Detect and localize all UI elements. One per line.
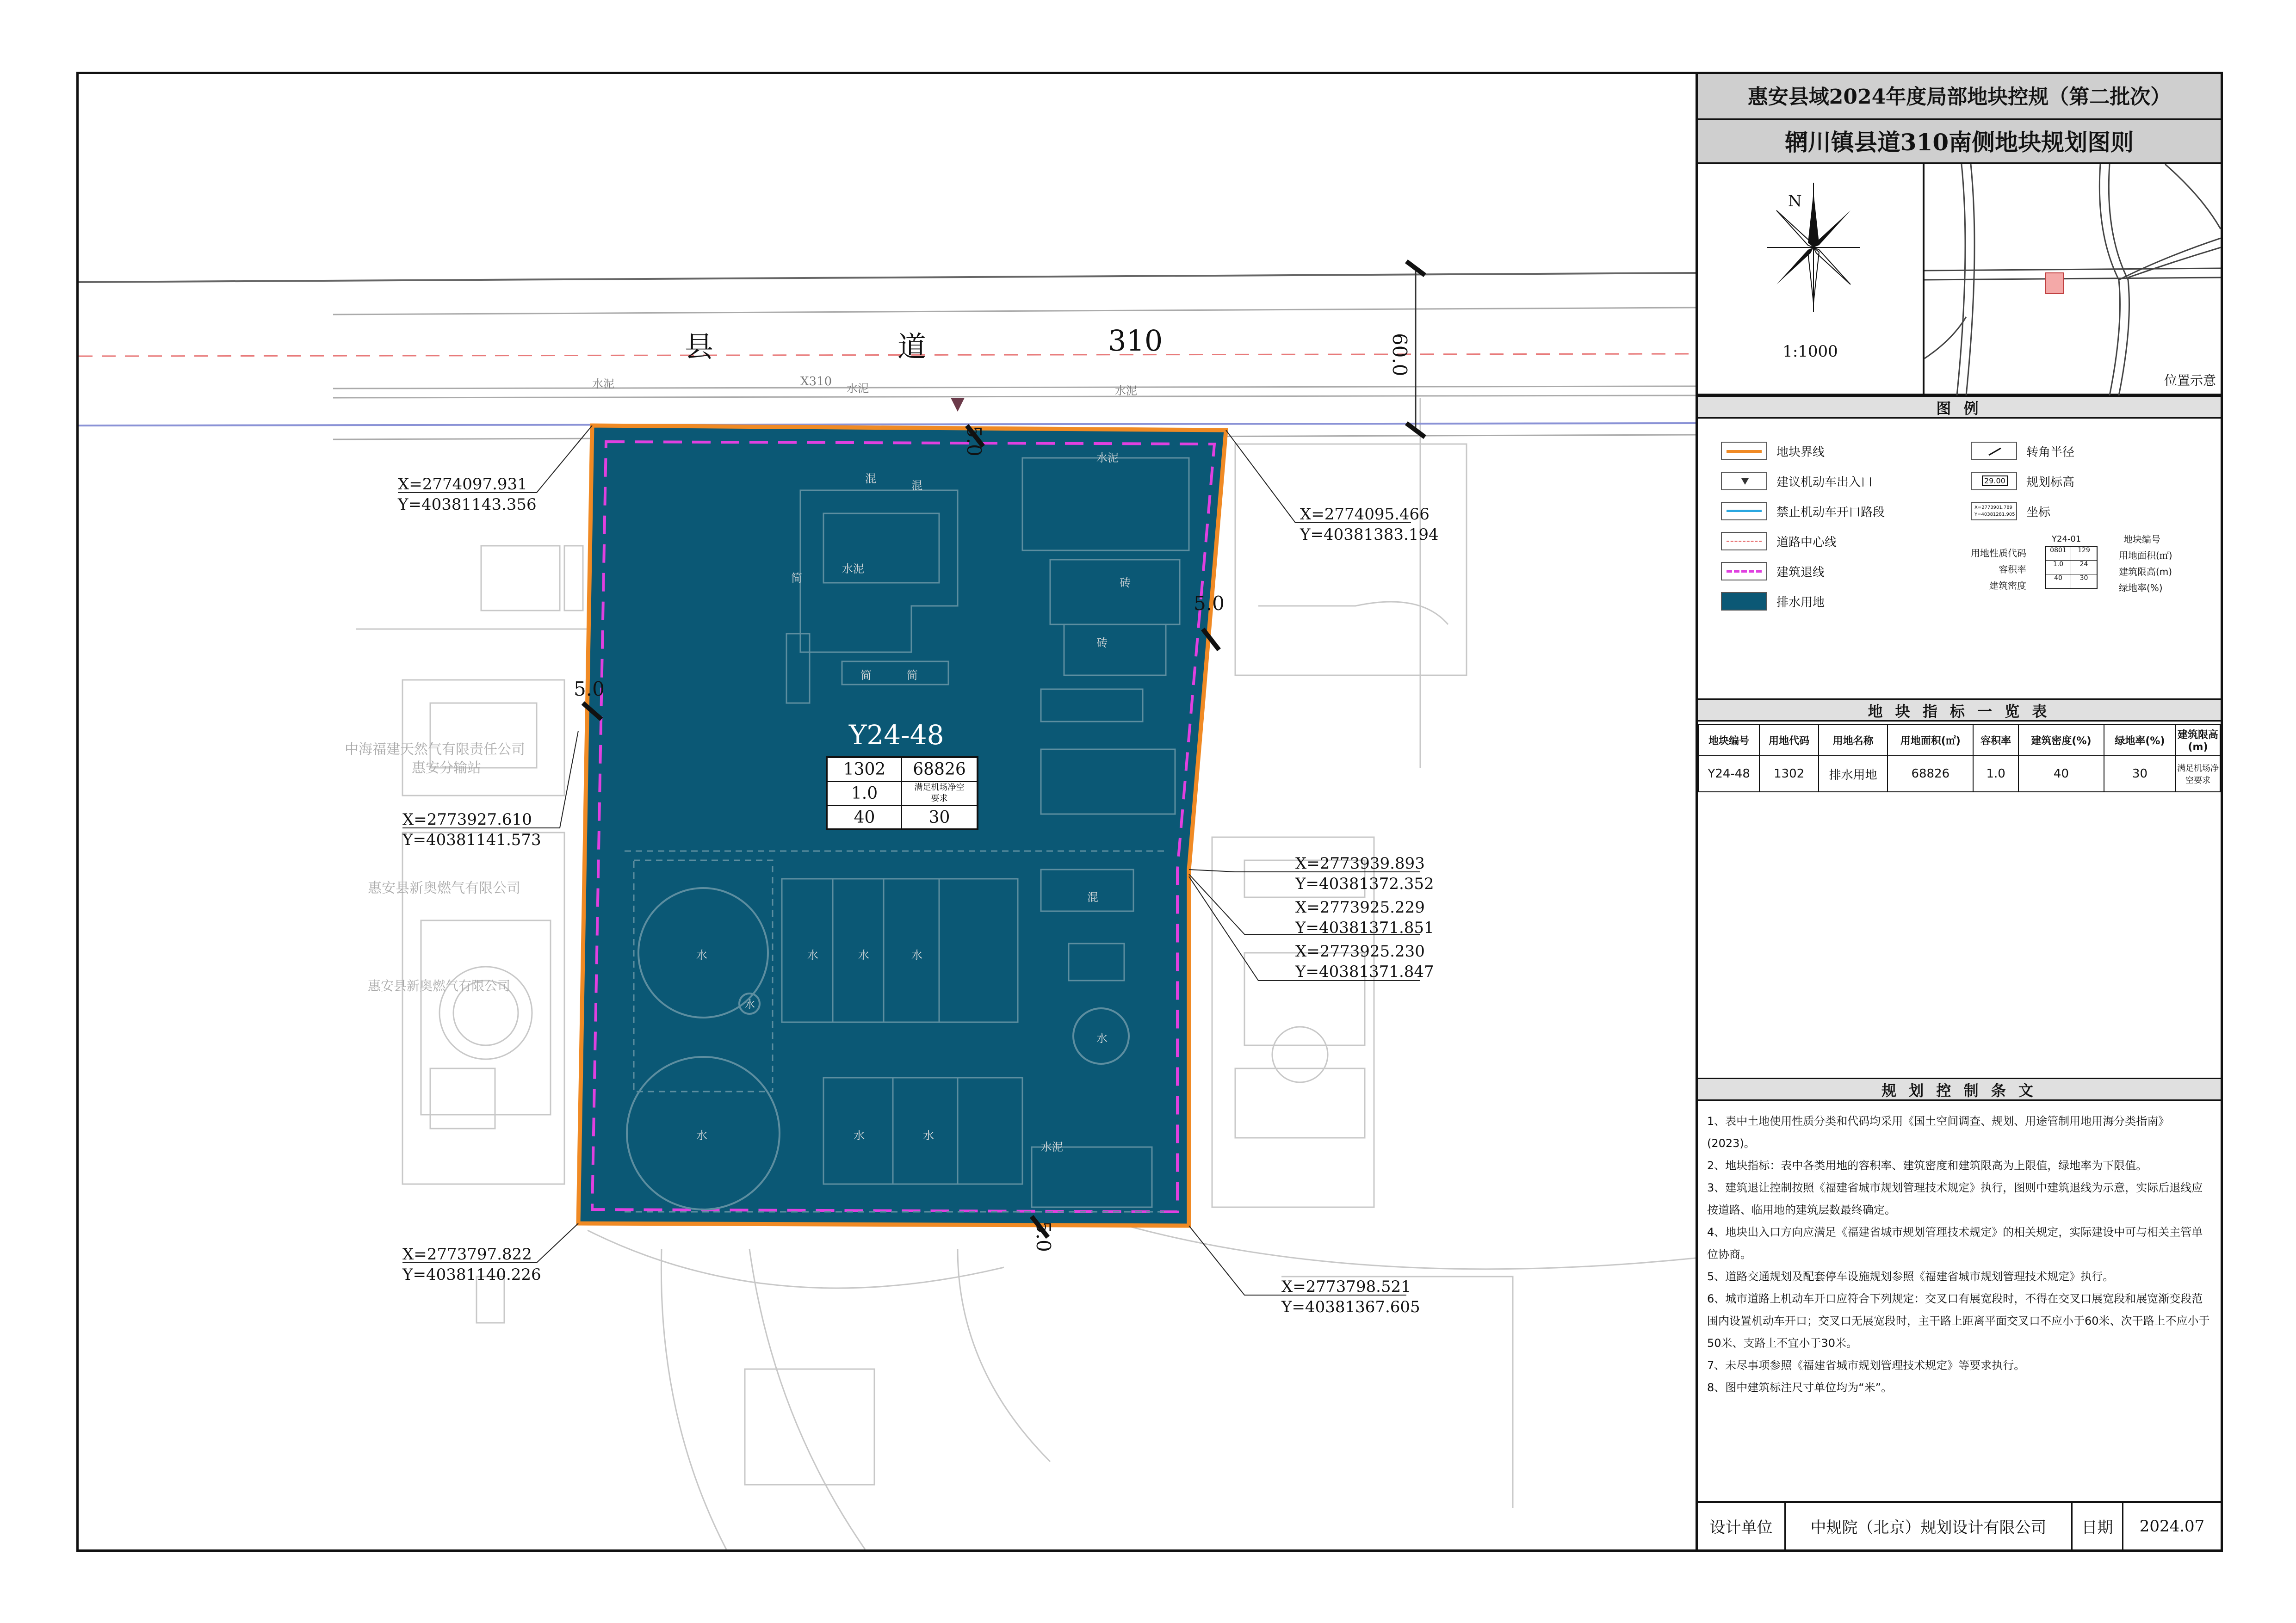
parcel-green: 30 <box>928 808 950 827</box>
parcel-density: 40 <box>828 806 902 829</box>
coord-7 <box>402 1244 541 1285</box>
road-surface-label-3: 水泥 <box>1115 384 1137 397</box>
coord-sample-x: X=2773901.789 <box>1974 505 2013 510</box>
location-map-canvas <box>1925 164 2221 395</box>
table-header: 用地代码 <box>1759 724 1819 756</box>
setback-label-south: 5.0 <box>1032 1221 1055 1252</box>
key-left-label-3: 建筑密度 <box>1989 580 2026 591</box>
road-name-char-1: 县 <box>685 330 714 364</box>
coord-8 <box>1281 1277 1420 1317</box>
parcel-height-note: 满足机场净空要求 <box>902 782 977 806</box>
north-arrow-icon <box>1698 164 1925 340</box>
setback-label-east: 5.0 <box>1194 592 1225 615</box>
regulation-item: 6、城市道路上机动车开口应符合下列规定：交叉口有展宽段时，不得在交叉口展宽段和展宽渐变段范围内设置机动车开口；交叉口无展宽段时，主干路上距离平面交叉口不应小于60米、次干路上不应小于50米、支路上不宜小于30米。 <box>1707 1292 2210 1350</box>
coord-5-y: Y=40381371.851 <box>1295 919 1434 937</box>
parcel-index-box <box>826 756 978 830</box>
legend-label: 建议机动车出入口 <box>1776 475 1873 489</box>
legend-title: 图 例 <box>1698 395 2221 419</box>
key-right-label-1: 地块编号 <box>2123 534 2160 545</box>
building-label: 水泥 <box>1041 1141 1063 1154</box>
coord-4-y: Y=40381372.352 <box>1295 875 1434 893</box>
legend-item-landuse <box>1721 592 1825 611</box>
legend-label: 禁止机动车开口路段 <box>1776 505 1885 519</box>
legend-label: 排水用地 <box>1776 595 1825 610</box>
key-right-label-4: 绿地率(%) <box>2119 582 2163 593</box>
bg-label-company: 中海福建天然气有限责任公司 <box>345 741 525 758</box>
coord-1-y: Y=40381143.356 <box>398 495 537 514</box>
water-label: 水 <box>858 949 869 962</box>
regulation-item: 8、图中建筑标注尺寸单位均为“米”。 <box>1707 1381 1893 1394</box>
date-label: 日期 <box>2073 1503 2123 1549</box>
legend-label: 转角半径 <box>2026 445 2075 459</box>
location-map-label: 位置示意 <box>2164 373 2216 388</box>
building-label: 混 <box>911 479 922 492</box>
legend-label: 规划标高 <box>2026 475 2075 489</box>
coord-3-x: X=2773927.610 <box>402 810 532 829</box>
compass-box <box>1698 164 1925 395</box>
table-cell: 68826 <box>1888 756 1973 792</box>
regulation-item: 1、表中土地使用性质分类和代码均采用《国土空间调查、规划、用途管制用地用海分类指南》(2023)。 <box>1707 1115 2170 1150</box>
building-label: 混 <box>1087 891 1098 904</box>
table-cell: 1302 <box>1759 756 1819 792</box>
coord-5 <box>1295 897 1434 938</box>
parcel-id-label: Y24-48 <box>849 719 944 751</box>
legend-parcel-key <box>1971 532 2221 597</box>
key-cell: 40 <box>2046 574 2071 588</box>
coordinate-icon <box>1971 502 2017 520</box>
legend-item-radius <box>1971 442 2074 460</box>
coord-3 <box>402 809 541 850</box>
suggested-entrance-icon <box>951 398 965 412</box>
key-cell: 24 <box>2071 561 2097 574</box>
key-cell: 1.0 <box>2046 561 2071 574</box>
coord-7-x: X=2773797.822 <box>402 1245 532 1264</box>
building-label: 砖 <box>1120 576 1131 589</box>
table-header: 用地名称 <box>1819 724 1888 756</box>
coord-7-y: Y=40381140.226 <box>402 1265 541 1284</box>
building-label: 水泥 <box>1096 451 1119 464</box>
water-label: 水 <box>696 1129 707 1142</box>
table-header: 建筑密度(%) <box>2018 724 2104 756</box>
coord-6 <box>1295 941 1434 982</box>
key-cell: 129 <box>2071 547 2097 561</box>
parcel-code: 1302 <box>828 758 902 782</box>
table-header: 建筑限高(m) <box>2176 724 2220 756</box>
building-label: 简 <box>791 572 802 585</box>
bg-label-gas-2: 惠安县新奥燃气有限公司 <box>368 978 511 994</box>
regulation-item: 4、地块出入口方向应满足《福建省城市规划管理技术规定》的相关规定，实际建设中可与相关主管单位协商。 <box>1707 1226 2203 1261</box>
legend-item-noentry <box>1721 502 1885 520</box>
road-code: X310 <box>800 375 832 389</box>
table-cell: 1.0 <box>1973 756 2018 792</box>
legend <box>1698 419 2221 705</box>
title-block-footer <box>1698 1501 2221 1549</box>
key-right-label-2: 用地面积(㎡) <box>2119 550 2172 561</box>
table-cell: 满足机场净空要求 <box>2176 756 2220 792</box>
coord-6-x: X=2773925.230 <box>1295 942 1425 961</box>
key-id: Y24-01 <box>2052 534 2081 544</box>
map-area[interactable] <box>79 74 1696 1549</box>
legend-label: 坐标 <box>2026 505 2051 519</box>
legend-item-coord <box>1971 502 2050 520</box>
key-left-label-2: 容积率 <box>1999 564 2026 575</box>
legend-item-elevation <box>1971 472 2074 490</box>
water-label: 水 <box>854 1129 865 1142</box>
coord-4 <box>1295 853 1434 894</box>
location-map <box>1925 164 2221 395</box>
building-label: 水泥 <box>842 562 864 575</box>
bg-label-station: 惠安分输站 <box>412 760 481 776</box>
road-center-line <box>79 354 1696 356</box>
entrance-icon <box>1721 472 1767 490</box>
table-header: 绿地率(%) <box>2104 724 2176 756</box>
regulations-title: 规 划 控 制 条 文 <box>1698 1078 2221 1101</box>
table-header: 容积率 <box>1973 724 2018 756</box>
water-label: 水 <box>696 949 707 962</box>
drainage-landuse-icon <box>1721 592 1767 611</box>
coord-1 <box>398 474 537 515</box>
drawing-title: 辋川镇县道310南侧地块规划图则 <box>1698 120 2221 164</box>
index-table-title: 地 块 指 标 一 览 表 <box>1698 698 2221 722</box>
legend-label: 地块界线 <box>1776 445 1825 459</box>
legend-label: 建筑退线 <box>1776 565 1825 580</box>
water-label: 水 <box>911 949 922 962</box>
water-label: 水 <box>807 949 818 962</box>
legend-label: 道路中心线 <box>1776 535 1837 549</box>
setback-label-north: 5.0 <box>963 426 985 457</box>
design-unit-label: 设计单位 <box>1698 1503 1786 1549</box>
location-highlight <box>2046 273 2063 294</box>
road-name-char-3: 310 <box>1108 324 1163 358</box>
table-header: 用地面积(㎡) <box>1888 724 1973 756</box>
building-label: 简 <box>860 669 872 682</box>
no-entry-line-icon <box>1721 502 1767 520</box>
table-cell: 30 <box>2104 756 2176 792</box>
legend-item-entrance <box>1721 472 1873 490</box>
parcel-area: 68826 <box>902 758 977 782</box>
key-cell: 0801 <box>2046 547 2071 561</box>
date-value: 2024.07 <box>2139 1517 2205 1536</box>
key-grid <box>2045 546 2098 589</box>
road-surface-label-2: 水泥 <box>847 382 869 395</box>
corner-radius-icon <box>1971 442 2017 460</box>
boundary-icon <box>1721 442 1767 460</box>
regulation-item: 7、未尽事项参照《福建省城市规划管理技术规定》等要求执行。 <box>1707 1359 2025 1372</box>
coord-1-x: X=2774097.931 <box>398 475 527 494</box>
elevation-sample: 29.00 <box>1982 475 2008 486</box>
building-label: 混 <box>865 472 876 485</box>
bg-label-gas-1: 惠安县新奥燃气有限公司 <box>368 880 520 896</box>
regulations-list <box>1707 1110 2211 1399</box>
regulation-item: 2、地块指标：表中各类用地的容积率、建筑密度和建筑限高为上限值，绿地率为下限值。 <box>1707 1159 2147 1172</box>
building-label: 砖 <box>1096 636 1108 649</box>
coord-6-y: Y=40381371.847 <box>1295 963 1434 981</box>
setback-label-west: 5.0 <box>574 678 605 700</box>
index-table <box>1698 724 2221 792</box>
map-scale: 1:1000 <box>1782 342 1838 361</box>
table-header-row <box>1698 724 2220 756</box>
coord-sample-y: Y=40381281.905 <box>1974 512 2015 517</box>
regulation-item: 5、道路交通规划及配套停车设施规划参照《福建省城市规划管理技术规定》执行。 <box>1707 1270 2114 1283</box>
legend-item-centerline <box>1721 532 1837 550</box>
road-name-char-2: 道 <box>897 330 927 364</box>
coord-4-x: X=2773939.893 <box>1295 854 1425 873</box>
table-cell: Y24-48 <box>1698 756 1759 792</box>
key-right-label-3: 建筑限高(m) <box>2119 566 2172 577</box>
parcel-far: 1.0 <box>828 782 902 806</box>
coord-8-y: Y=40381367.605 <box>1281 1298 1420 1316</box>
elevation-icon <box>1971 472 2017 490</box>
county-road-310 <box>79 261 1696 439</box>
legend-item-setback <box>1721 562 1825 580</box>
coord-5-x: X=2773925.229 <box>1295 898 1425 917</box>
info-panel <box>1696 74 2221 1549</box>
building-label: 简 <box>907 669 918 682</box>
key-left-label-1: 用地性质代码 <box>1971 548 2026 559</box>
coord-2-y: Y=40381383.194 <box>1300 525 1439 544</box>
key-cell: 30 <box>2079 574 2088 582</box>
coord-3-y: Y=40381141.573 <box>402 831 541 849</box>
project-title: 惠安县域2024年度局部地块控规（第二批次） <box>1698 74 2221 120</box>
coord-8-x: X=2773798.521 <box>1281 1277 1411 1296</box>
centerline-icon <box>1721 532 1767 550</box>
water-label: 水 <box>923 1129 934 1142</box>
coord-2-x: X=2774095.466 <box>1300 505 1430 524</box>
road-width-label: 60.0 <box>1388 333 1411 376</box>
table-cell: 40 <box>2018 756 2104 792</box>
north-label: N <box>1788 192 1802 210</box>
design-unit-name: 中规院（北京）规划设计有限公司 <box>1786 1503 2073 1549</box>
legend-item-boundary <box>1721 442 1825 460</box>
water-label: 水 <box>745 999 755 1011</box>
table-cell: 排水用地 <box>1819 756 1888 792</box>
table-row <box>1698 756 2220 792</box>
coord-2 <box>1300 504 1439 545</box>
road-surface-label-1: 水泥 <box>592 377 614 390</box>
drawing-sheet <box>76 72 2223 1552</box>
regulation-item: 3、建筑退让控制按照《福建省城市规划管理技术规定》执行，图则中建筑退线为示意，实际后退线应按道路、临用地的建筑层数最终确定。 <box>1707 1181 2203 1216</box>
table-header: 地块编号 <box>1698 724 1759 756</box>
setback-line-icon <box>1721 562 1767 580</box>
water-label: 水 <box>1096 1032 1108 1045</box>
